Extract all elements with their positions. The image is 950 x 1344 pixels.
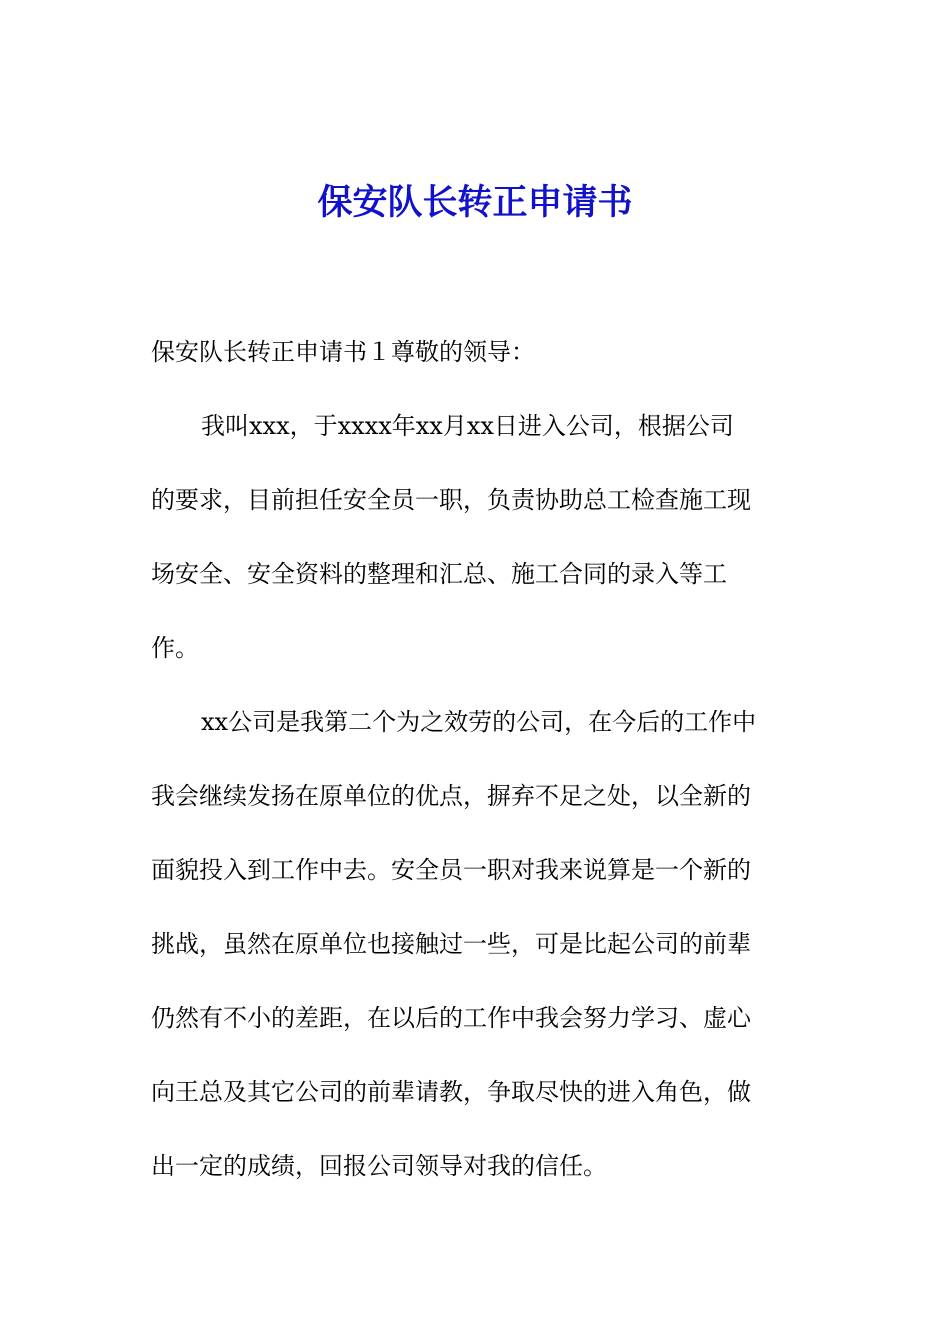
paragraph-line: 面貌投入到工作中去。安全员一职对我来说算是一个新的 xyxy=(151,856,751,884)
paragraph-line: 作。 xyxy=(151,634,199,662)
paragraph-line: 挑战，虽然在原单位也接触过一些，可是比起公司的前辈 xyxy=(151,930,751,958)
paragraph-line: 我叫xxx，于xxxx年xx月xx日进入公司，根据公司 xyxy=(201,412,734,440)
salutation-line: 保安队长转正申请书１尊敬的领导： xyxy=(151,338,535,366)
paragraph-line: 我会继续发扬在原单位的优点，摒弃不足之处，以全新的 xyxy=(151,782,751,810)
paragraph-2 xyxy=(151,704,799,1185)
salutation-paragraph xyxy=(151,334,799,371)
paragraph-line: 仍然有不小的差距，在以后的工作中我会努力学习、虚心 xyxy=(151,1004,751,1032)
paragraph-line: 的要求，目前担任安全员一职，负责协助总工检查施工现 xyxy=(151,486,751,514)
paragraph-line: 向王总及其它公司的前辈请教，争取尽快的进入角色，做 xyxy=(151,1078,751,1106)
document-title: 保安队长转正申请书 xyxy=(317,182,633,223)
paragraph-1 xyxy=(151,408,799,667)
document-body xyxy=(151,334,799,1222)
paragraph-line: 出一定的成绩，回报公司领导对我的信任。 xyxy=(151,1152,607,1180)
paragraph-line: 场安全、安全资料的整理和汇总、施工合同的录入等工 xyxy=(151,560,727,588)
paragraph-line: xx公司是我第二个为之效劳的公司，在今后的工作中 xyxy=(201,708,757,736)
